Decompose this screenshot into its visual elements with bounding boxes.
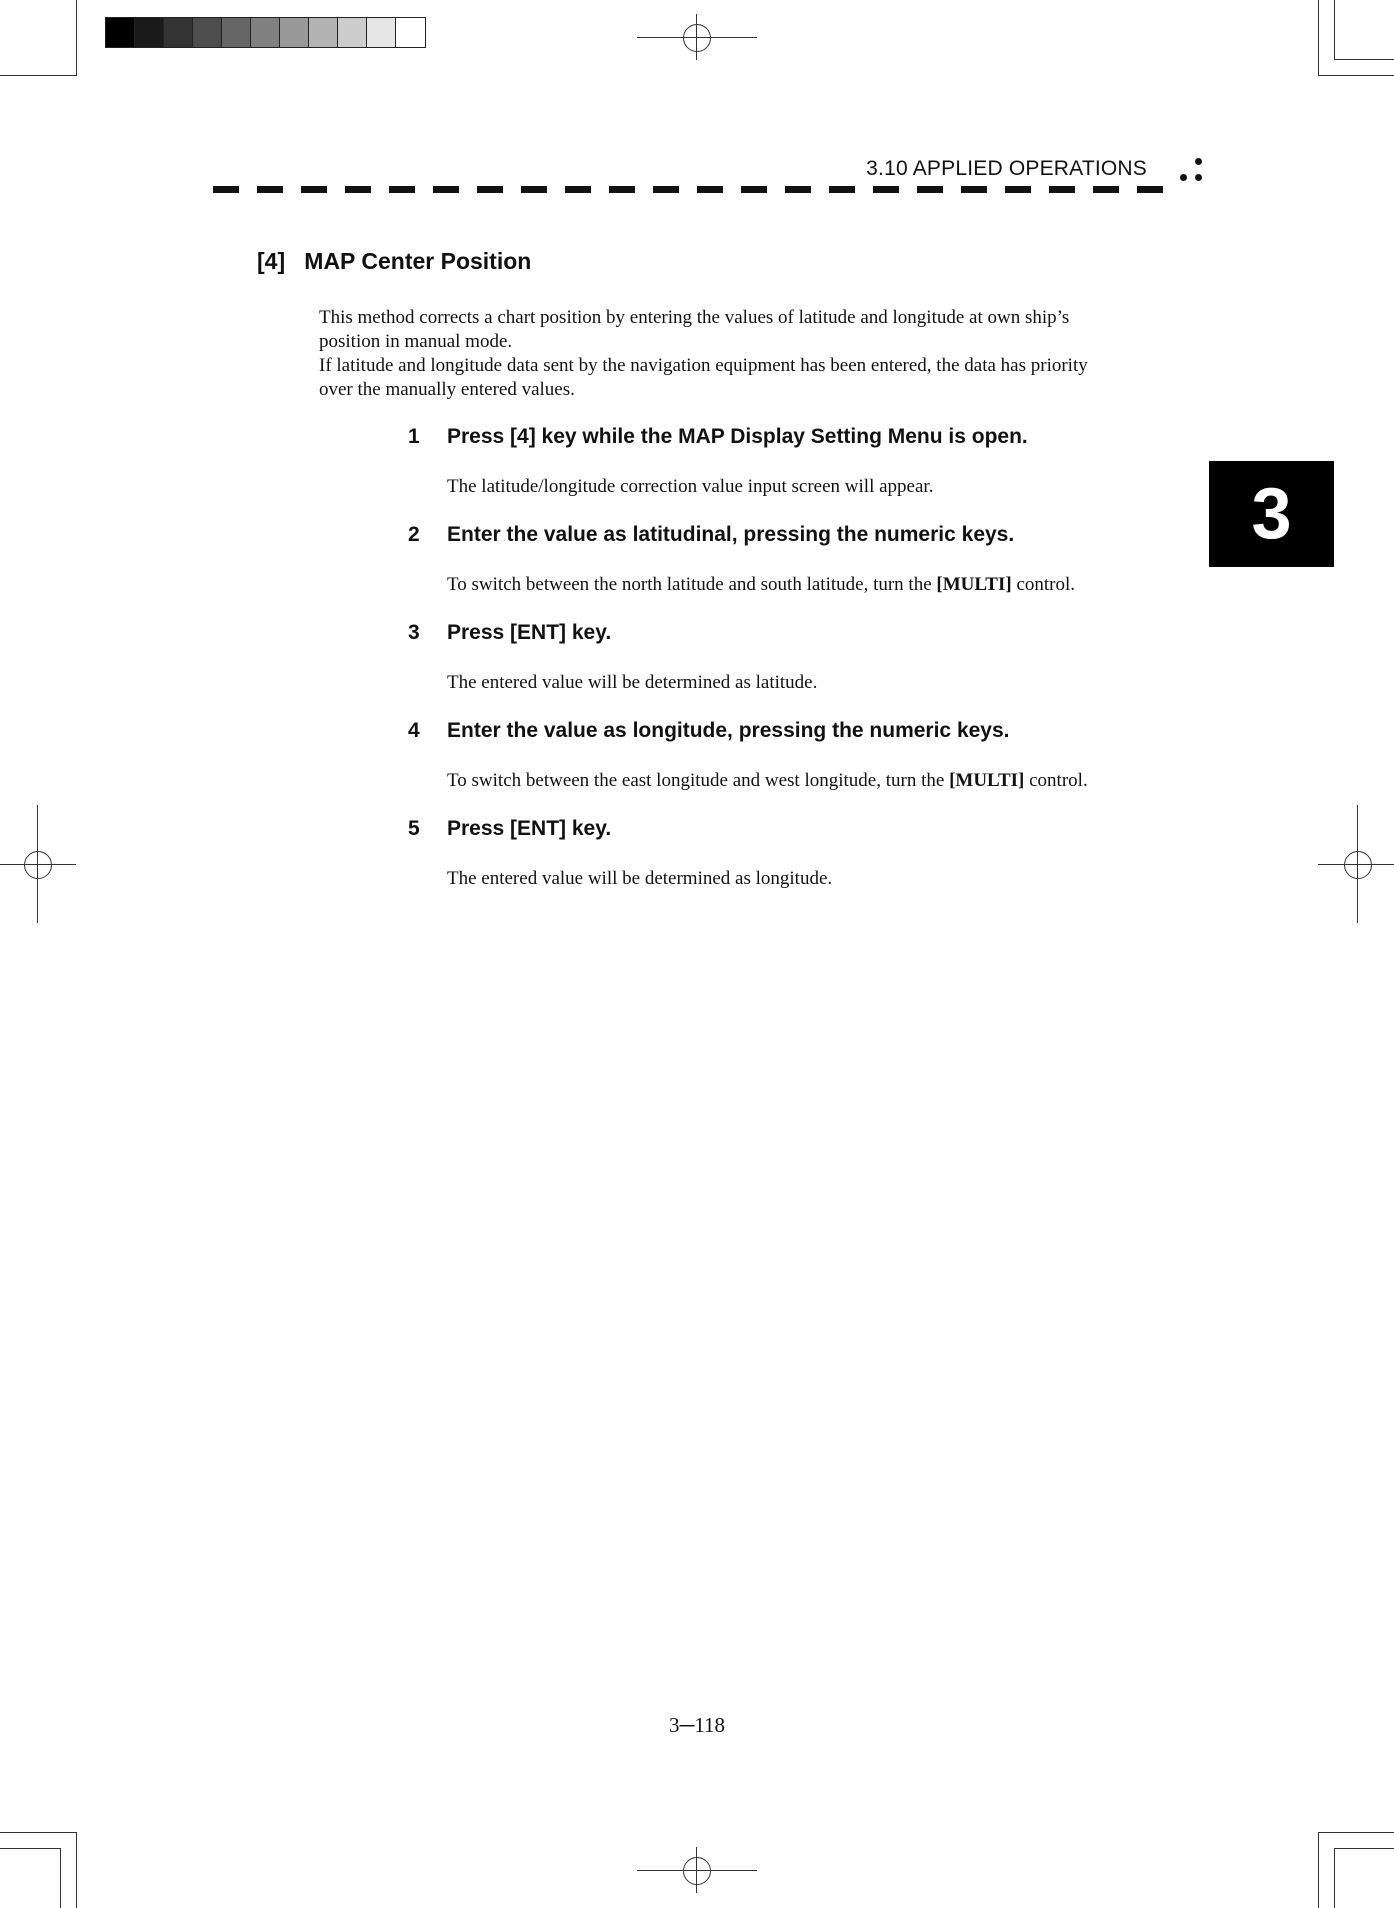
gray-swatch <box>222 18 251 47</box>
rule-dash <box>741 186 767 193</box>
step-description: To switch between the north latitude and south latitude, turn the [MULTI] control. <box>447 574 1076 595</box>
intro-line: If latitude and longitude data sent by the navigation equipment has been entered, the data has priority <box>319 355 1088 376</box>
rule-dash <box>653 186 679 193</box>
grayscale-calibration-strip <box>105 17 426 48</box>
gray-swatch <box>251 18 280 47</box>
step-title: Press [4] key while the MAP Display Setting Menu is open. <box>447 425 1028 448</box>
rule-dash <box>521 186 547 193</box>
rule-dash <box>389 186 415 193</box>
rule-dash <box>829 186 855 193</box>
step-number: 5 <box>408 817 420 840</box>
gray-swatch <box>367 18 396 47</box>
step-number: 1 <box>408 425 420 448</box>
gray-swatch <box>193 18 222 47</box>
rule-dash <box>609 186 635 193</box>
rule-dash <box>961 186 987 193</box>
rule-dash <box>1137 186 1163 193</box>
rule-dash <box>873 186 899 193</box>
step-description: The latitude/longitude correction value input screen will appear. <box>447 476 934 497</box>
step-description: The entered value will be determined as latitude. <box>447 672 818 693</box>
rule-dash <box>1093 186 1119 193</box>
rule-dash <box>213 186 239 193</box>
rule-dash <box>345 186 371 193</box>
gray-swatch <box>309 18 338 47</box>
multi-control-label: [MULTI] <box>936 574 1012 595</box>
running-header: 3.10 APPLIED OPERATIONS <box>866 157 1147 180</box>
gray-swatch <box>135 18 164 47</box>
intro-line: This method corrects a chart position by entering the values of latitude and longitude at own ship’s <box>319 307 1070 328</box>
section-title: [4] MAP Center Position <box>257 248 532 274</box>
step-title: Enter the value as longitude, pressing the numeric keys. <box>447 719 1010 742</box>
chapter-tab: 3 <box>1209 461 1334 567</box>
rule-dash <box>1049 186 1075 193</box>
gray-swatch <box>338 18 367 47</box>
page-number: 3─118 <box>668 1713 726 1737</box>
rule-dash <box>785 186 811 193</box>
intro-paragraph <box>319 306 1169 402</box>
step-description: The entered value will be determined as longitude. <box>447 868 833 889</box>
rule-dash <box>257 186 283 193</box>
multi-control-label: [MULTI] <box>949 770 1025 791</box>
step-title: Enter the value as latitudinal, pressing the numeric keys. <box>447 523 1015 546</box>
intro-line: over the manually entered values. <box>319 379 575 400</box>
rule-dash <box>433 186 459 193</box>
step-number: 4 <box>408 719 420 742</box>
intro-line: position in manual mode. <box>319 331 513 352</box>
step-number: 2 <box>408 523 420 546</box>
gray-swatch <box>106 18 135 47</box>
step-title: Press [ENT] key. <box>447 817 612 840</box>
gray-swatch <box>280 18 309 47</box>
step-description: To switch between the east longitude and west longitude, turn the [MULTI] control. <box>447 770 1088 791</box>
gray-swatch <box>164 18 193 47</box>
rule-dash <box>917 186 943 193</box>
rule-dash <box>1005 186 1031 193</box>
rule-dash <box>697 186 723 193</box>
rule-dash <box>565 186 591 193</box>
rule-dash <box>477 186 503 193</box>
rule-dash <box>301 186 327 193</box>
step-number: 3 <box>408 621 420 644</box>
gray-swatch <box>396 18 425 47</box>
step-title: Press [ENT] key. <box>447 621 612 644</box>
